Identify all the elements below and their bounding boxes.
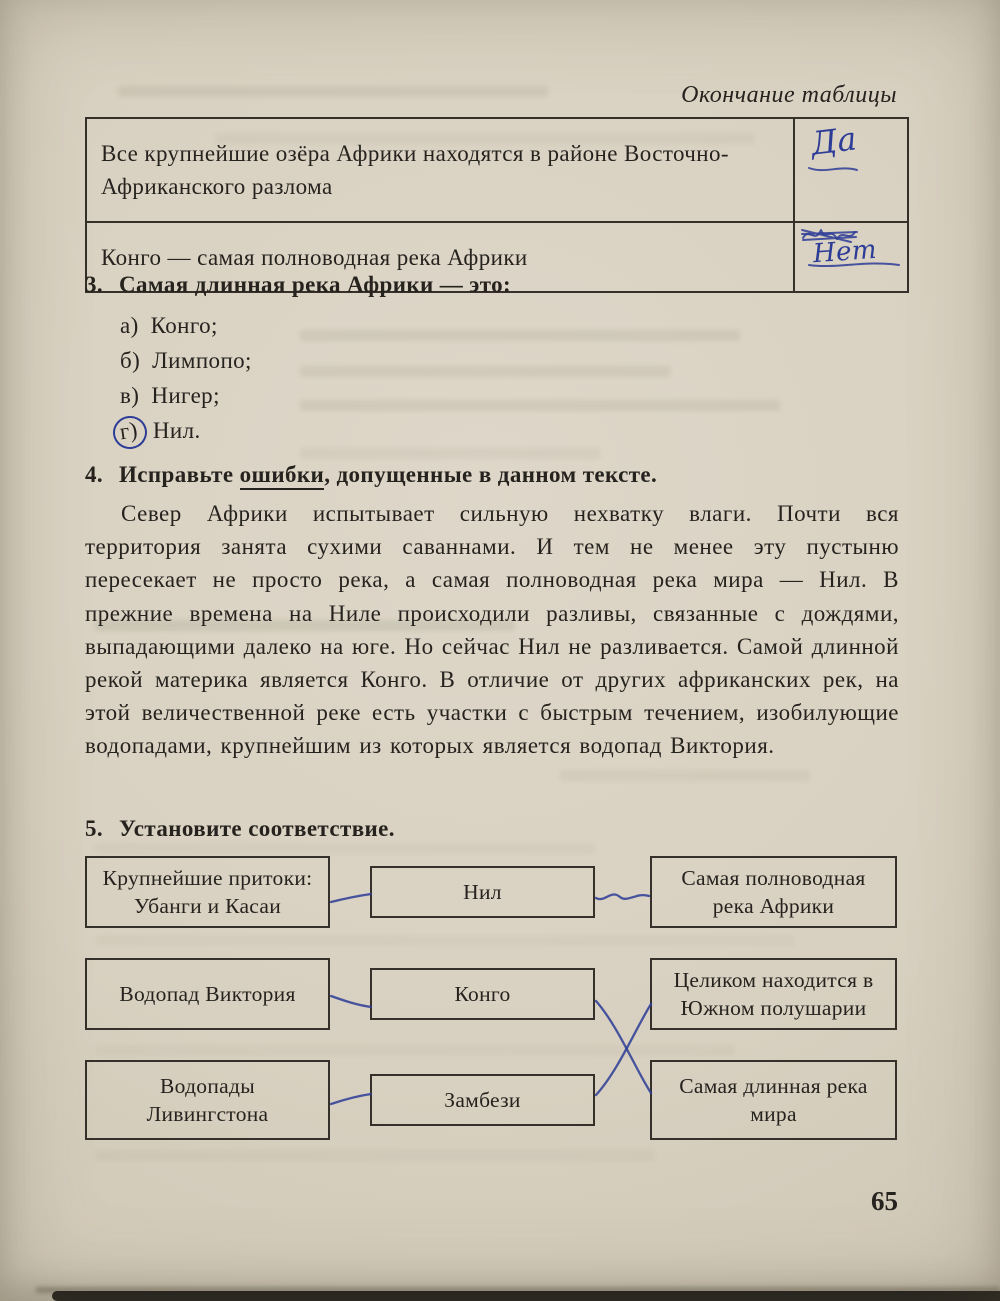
match-middle-2: Конго (370, 968, 595, 1020)
question-3-heading (85, 272, 511, 298)
question-3-options (120, 308, 252, 448)
statements-table (85, 117, 909, 293)
option-text: Нигер; (151, 383, 220, 408)
match-right-3: Самая длинная река мира (650, 1060, 897, 1140)
table-continuation-note: Окончание таблицы (681, 82, 897, 108)
pen-flourish (807, 259, 901, 271)
answer-cell (794, 222, 908, 292)
option-letter: б) (120, 348, 141, 373)
bleed-through-artifact (560, 770, 810, 781)
handwritten-answer-no: Нет (811, 234, 878, 270)
answer-cell (794, 118, 908, 222)
pen-circle-mark: г) (111, 414, 149, 451)
pen-flourish (807, 163, 861, 175)
matching-exercise (85, 856, 897, 1140)
bleed-through-artifact (300, 330, 740, 341)
bleed-through-artifact (300, 366, 670, 377)
option-text: Нил. (152, 418, 201, 443)
bleed-through-artifact (300, 448, 600, 459)
bleed-through-artifact (95, 843, 595, 854)
question-text-after: , допущенные в данном тексте. (324, 462, 658, 487)
option-v (120, 378, 252, 413)
option-letter: а) (120, 313, 139, 338)
option-b (120, 343, 252, 378)
page-number: 65 (871, 1186, 898, 1216)
question-4-heading (85, 462, 657, 488)
question-4-text-with-errors: Север Африки испытывает сильную нехватку влаги. Почти вся территория занята сухими саваннами. И тем не менее эту пустыню пересекает не просто река, а самая полноводная река мира — Нил. В прежние времена на Ниле происходили разливы, связанные с дождями, выпадающими далеко на юге. Но сейчас Нил не разливается. Самой длинной рекой материка является Конго. В отличие от других африканских рек, на этой величественной реке есть участки с быстрым течением, изобилующие водопадами, крупнейшим из которых является водопад Виктория. (85, 501, 899, 759)
question-text: Самая длинная река Африки — это: (119, 272, 512, 297)
statement-cell: Конго — самая полноводная река Африки (86, 222, 794, 292)
question-number: 4. (85, 462, 104, 487)
option-letter: в) (120, 383, 140, 408)
bleed-through-artifact (300, 400, 780, 411)
option-g-circled (120, 413, 252, 448)
option-text: Лимпопо; (152, 348, 252, 373)
question-number: 3. (85, 272, 104, 297)
bleed-through-artifact (95, 1150, 655, 1161)
match-left-3: Водопады Ливингстона (85, 1060, 330, 1140)
match-right-1: Самая полноводная река Африки (650, 856, 897, 928)
table-row (86, 118, 908, 222)
bleed-through-artifact (118, 86, 548, 97)
match-left-2: Водопад Виктория (85, 958, 330, 1030)
match-middle-3: Замбези (370, 1074, 595, 1126)
match-right-2: Целиком находится в Южном полушарии (650, 958, 897, 1030)
match-left-1: Крупнейшие притоки: Убанги и Касаи (85, 856, 330, 928)
question-5-heading (85, 816, 395, 842)
handwritten-answer-yes: Да (808, 119, 859, 163)
option-a (120, 308, 252, 343)
question-text-before: Исправьте (119, 462, 240, 487)
statement-cell: Все крупнейшие озёра Африки находятся в районе Восточно-Африканского разлома (86, 118, 794, 222)
underlined-word: ошибки (240, 462, 325, 490)
option-text: Конго; (150, 313, 218, 338)
scan-edge (52, 1291, 1000, 1301)
match-middle-1: Нил (370, 866, 595, 918)
question-text: Установите соответствие. (119, 816, 395, 841)
question-number: 5. (85, 816, 104, 841)
